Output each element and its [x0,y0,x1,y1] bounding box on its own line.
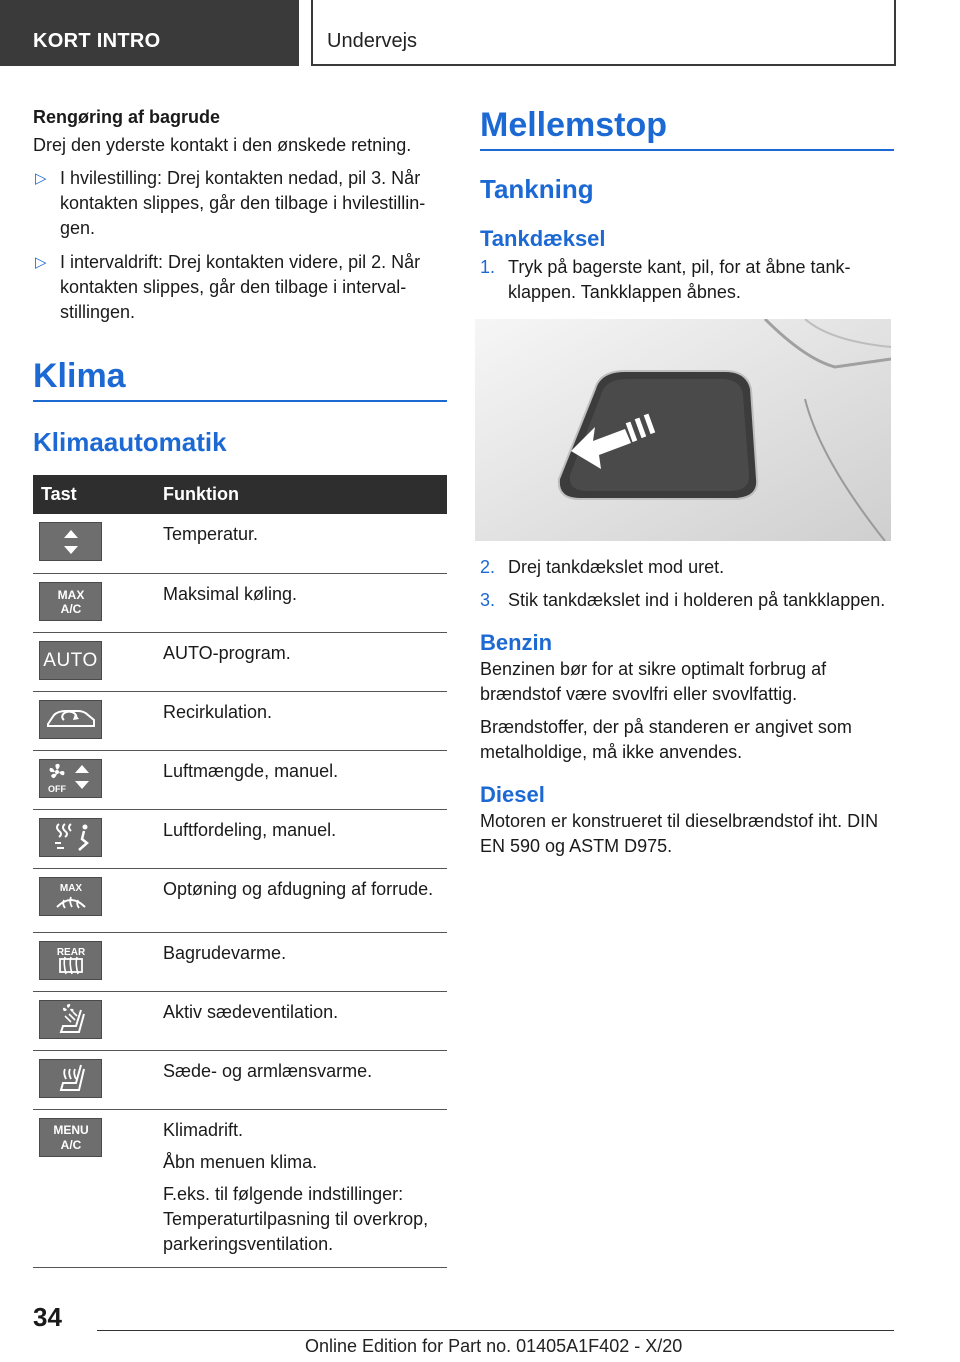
section-title: KORT INTRO [33,30,161,52]
fan-speed-icon [39,759,102,798]
heading-climate: Klima [33,355,447,402]
table-row: AUTO AUTO-program. [33,632,447,691]
temperature-arrows-icon [39,522,102,561]
heading-fuel-cap: Tankdæksel [480,226,606,251]
rear-wiper-intro: Drej den yderste kontakt i den ønskede retning. [33,135,412,155]
fuel-flap-image [475,319,891,541]
heading-refuel: Tankning [480,174,594,204]
table-row: Sæde- og armlænsvarme. [33,1050,447,1109]
list-item: ▷ I intervaldrift: Drej kontakten videre, pil 2. Når kontakten slippes, går den tilbage i intervalstillingen. [35,252,421,322]
fuel-cap-steps-b [480,555,894,613]
menu-ac-label-1: MENU [52,1123,89,1137]
seat-heating-icon [39,1059,102,1098]
menu-ac-icon [39,1118,102,1157]
triangle-bullet-icon: ▷ [35,170,47,187]
svg-text:OFF: OFF [47,784,66,794]
section-tab [0,0,299,66]
list-item: 3. Stik tankdækslet ind i holderen på tankklappen. [480,590,886,610]
menu-ac-label-2: A/C [60,1138,81,1152]
diesel-paragraph-1: Motoren er konstrueret til dieselbrændstof iht. DIN EN 590 og ASTM D975. [480,811,879,856]
table-row: Temperatur. [33,514,447,573]
svg-text:MAX: MAX [59,883,82,894]
list-item: 2. Drej tankdækslet mod uret. [480,557,725,577]
max-ac-label-1: MAX [57,588,84,602]
table-row: OFF Luftmængde, manuel. [33,750,447,809]
fuel-cap-steps-a [480,255,894,305]
right-column [480,104,894,867]
heading-diesel: Diesel [480,782,545,807]
table-row: REAR Bagrudevarme. [33,932,447,991]
footer-edition: Online Edition for Part no. 01405A1F402 - X/20 [305,1336,683,1356]
max-defrost-icon [39,877,102,916]
table-row: Recirkulation. [33,691,447,750]
heading-climate-auto: Klimaautomatik [33,427,227,457]
air-distribution-icon [39,818,102,857]
left-column [33,104,447,1268]
auto-icon: AUTO [39,641,102,680]
max-ac-label-2: A/C [60,602,81,616]
page-header [0,0,960,66]
list-item: ▷ I hvilestilling: Drej kontakten nedad, pil 3. Når kontakten slippes, går den tilbage i hvilestillingen. [35,168,426,238]
svg-text:REAR: REAR [56,947,85,958]
triangle-bullet-icon: ▷ [35,254,47,271]
table-row: MAX A/C Maksimal køling. [33,573,447,632]
chapter-title: Undervejs [327,30,418,52]
page-number: 34 [33,1302,62,1332]
heading-petrol: Benzin [480,630,553,655]
table-row: MENU A/C Klimadrift. Åbn menuen klima. F.eks. til følgende indstillinger: Temperaturtilpasning til overkrop, parkeringsventilation. [33,1109,447,1267]
recirculation-icon [39,700,102,739]
rear-wiper-bullets [33,166,447,325]
list-item: 1. Tryk på bagerste kant, pil, for at åbne tankklappen. Tankklappen åbnes. [480,257,851,302]
petrol-paragraph-2: Brændstoffer, der på standeren er angivet som metalholdige, må ikke anvendes. [480,717,852,762]
rear-defrost-icon [39,941,102,980]
table-row: Aktiv sædeventilation. [33,991,447,1050]
table-row: Luftfordeling, manuel. [33,809,447,868]
table-header-row [33,475,447,514]
column-header-key: Tast [33,475,155,514]
petrol-paragraph-1: Benzinen bør for at sikre optimalt forbrug af brændstof være svovlfri eller svovlfattig. [480,659,827,704]
table-row: MAX Optøning og afdugning af forrude. [33,868,447,932]
fuel-flap-illustration [475,319,891,541]
heading-stopover: Mellemstop [480,104,894,151]
column-header-function: Funktion [155,475,447,514]
footer-divider [97,1330,894,1331]
rear-wiper-title: Rengøring af bagrude [33,107,221,127]
chapter-tab [311,0,896,66]
seat-ventilation-icon [39,1000,102,1039]
climate-buttons-table [33,475,447,1268]
max-ac-icon [39,582,102,621]
